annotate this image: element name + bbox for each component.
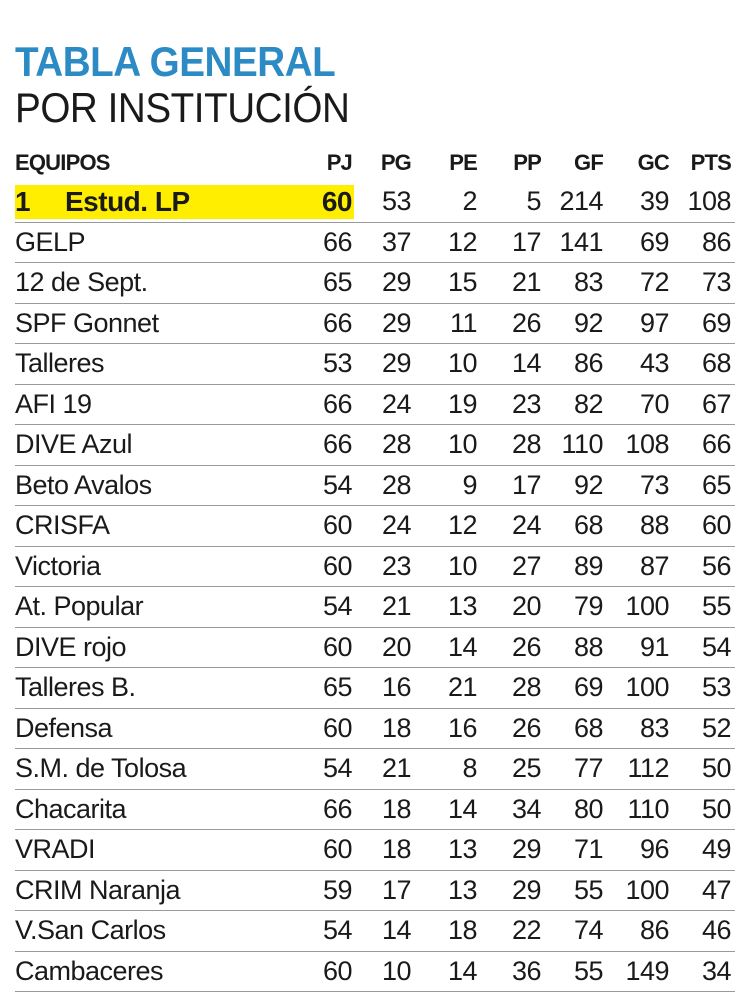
pp-cell: 29 — [511, 834, 541, 865]
table-row — [15, 263, 735, 304]
gc-cell: 86 — [639, 915, 669, 946]
header-pe: PE — [449, 150, 477, 175]
team-name-cell — [15, 547, 315, 587]
pp-cell: 21 — [511, 267, 541, 298]
team-name: Victoria — [15, 550, 101, 581]
pp-cell: 25 — [511, 753, 541, 784]
team-name-cell — [15, 911, 315, 951]
pj-cell: 60 — [322, 631, 352, 662]
pe-cell: 10 — [447, 550, 477, 581]
pj-cell: 53 — [322, 348, 352, 379]
pg-cell: 29 — [381, 348, 411, 379]
pts-cell: 69 — [701, 307, 731, 338]
table-row — [15, 506, 735, 547]
pp-cell: 34 — [511, 793, 541, 824]
gf-cell: 83 — [573, 267, 603, 298]
pe-cell: 13 — [447, 874, 477, 905]
table-row — [15, 830, 735, 871]
pe-cell: 12 — [447, 226, 477, 257]
table-row — [15, 466, 735, 507]
header-pts: PTS — [690, 150, 731, 175]
pe-cell: 10 — [447, 348, 477, 379]
pj-cell: 54 — [322, 591, 352, 622]
gf-cell: 55 — [573, 955, 603, 986]
gc-cell: 69 — [639, 226, 669, 257]
pg-cell: 20 — [381, 631, 411, 662]
team-name-cell — [15, 506, 315, 546]
pp-cell: 24 — [511, 510, 541, 541]
pj-cell: 66 — [322, 429, 352, 460]
gc-cell: 96 — [639, 834, 669, 865]
pts-cell: 67 — [701, 388, 731, 419]
page-title: TABLA GENERAL — [15, 38, 336, 85]
team-name: AFI 19 — [15, 388, 92, 419]
pp-cell: 23 — [511, 388, 541, 419]
team-name-cell — [15, 709, 315, 749]
team-name-cell — [15, 425, 315, 465]
pe-cell: 2 — [462, 186, 477, 217]
table-row — [15, 223, 735, 264]
pj-cell: 65 — [322, 267, 352, 298]
team-name: DIVE rojo — [15, 631, 127, 662]
pe-cell: 13 — [447, 591, 477, 622]
gc-cell: 100 — [625, 672, 669, 703]
pts-cell: 54 — [701, 631, 731, 662]
table-row — [15, 709, 735, 750]
pp-cell: 36 — [511, 955, 541, 986]
gf-cell: 86 — [573, 348, 603, 379]
pts-cell: 46 — [701, 915, 731, 946]
pe-cell: 16 — [447, 712, 477, 743]
team-name: Beto Avalos — [15, 469, 152, 500]
pp-cell: 28 — [511, 429, 541, 460]
pp-cell: 26 — [511, 631, 541, 662]
pp-cell: 26 — [511, 712, 541, 743]
team-name-cell — [15, 952, 315, 992]
pg-cell: 37 — [381, 226, 411, 257]
pg-cell: 24 — [381, 388, 411, 419]
pe-cell: 18 — [447, 915, 477, 946]
pp-cell: 14 — [511, 348, 541, 379]
table-row — [15, 790, 735, 831]
pj-cell: 66 — [322, 226, 352, 257]
pj-cell: 65 — [322, 672, 352, 703]
table-row — [15, 547, 735, 588]
pe-cell: 14 — [447, 955, 477, 986]
pts-cell: 68 — [701, 348, 731, 379]
pj-cell: 60 — [322, 550, 352, 581]
gf-cell: 88 — [573, 631, 603, 662]
pg-cell: 28 — [381, 469, 411, 500]
pg-cell: 14 — [381, 915, 411, 946]
pts-cell: 56 — [701, 550, 731, 581]
gc-cell: 83 — [639, 712, 669, 743]
pj-cell: 60 — [321, 185, 352, 217]
pp-cell: 17 — [511, 469, 541, 500]
pg-cell: 18 — [381, 834, 411, 865]
pe-cell: 14 — [447, 793, 477, 824]
pe-cell: 8 — [462, 753, 477, 784]
gf-cell: 82 — [573, 388, 603, 419]
team-name: Talleres — [15, 348, 105, 379]
pts-cell: 50 — [701, 753, 731, 784]
team-name: Estud. LP — [65, 185, 190, 217]
team-name-cell — [15, 466, 315, 506]
pts-cell: 65 — [701, 469, 731, 500]
pg-cell: 16 — [381, 672, 411, 703]
pj-cell: 59 — [322, 874, 352, 905]
pg-cell: 24 — [381, 510, 411, 541]
gf-cell: 92 — [573, 469, 603, 500]
pe-cell: 11 — [449, 307, 477, 338]
table-body — [15, 182, 735, 992]
pp-cell: 29 — [511, 874, 541, 905]
header-pp: PP — [513, 150, 541, 175]
gf-cell: 74 — [573, 915, 603, 946]
pe-cell: 13 — [447, 834, 477, 865]
header-gf: GF — [574, 150, 603, 175]
gf-cell: 214 — [559, 186, 603, 217]
team-name-cell — [15, 628, 315, 668]
pe-cell: 14 — [447, 631, 477, 662]
team-name: At. Popular — [15, 591, 144, 622]
pg-cell: 29 — [381, 307, 411, 338]
team-name: 12 de Sept. — [15, 267, 148, 298]
team-name-cell — [15, 344, 315, 384]
pg-cell: 21 — [381, 753, 411, 784]
team-name-cell — [15, 385, 315, 425]
pe-cell: 10 — [447, 429, 477, 460]
gc-cell: 88 — [639, 510, 669, 541]
pp-cell: 5 — [526, 186, 541, 217]
team-name: CRIM Naranja — [15, 874, 181, 905]
team-name: CRISFA — [15, 510, 110, 541]
pj-cell: 60 — [322, 712, 352, 743]
pj-cell: 66 — [322, 793, 352, 824]
pe-cell: 19 — [447, 388, 477, 419]
pts-cell: 50 — [701, 793, 731, 824]
pts-cell: 52 — [701, 712, 731, 743]
team-name-cell — [15, 182, 315, 222]
table-row — [15, 304, 735, 345]
team-name: Talleres B. — [15, 672, 136, 703]
pts-cell: 108 — [687, 186, 731, 217]
pp-cell: 17 — [511, 226, 541, 257]
standings-table — [15, 144, 735, 992]
team-name: S.M. de Tolosa — [15, 753, 187, 784]
pp-cell: 22 — [511, 915, 541, 946]
team-name: Defensa — [15, 712, 113, 743]
pts-cell: 53 — [701, 672, 731, 703]
team-name: V.San Carlos — [15, 915, 166, 946]
gc-cell: 39 — [639, 186, 669, 217]
team-name: SPF Gonnet — [15, 307, 159, 338]
gf-cell: 68 — [573, 510, 603, 541]
pg-cell: 10 — [381, 955, 411, 986]
gc-cell: 70 — [639, 388, 669, 419]
table-row — [15, 587, 735, 628]
gf-cell: 77 — [573, 753, 603, 784]
header-pj: PJ — [326, 150, 352, 175]
table-row — [15, 425, 735, 466]
pj-cell: 60 — [322, 834, 352, 865]
page-subtitle: POR INSTITUCIÓN — [15, 84, 350, 131]
gc-cell: 112 — [627, 753, 669, 784]
header-team: EQUIPOS — [15, 150, 110, 175]
team-name-cell — [15, 871, 315, 911]
pj-cell: 54 — [322, 469, 352, 500]
pts-cell: 34 — [701, 955, 731, 986]
team-name: DIVE Azul — [15, 429, 133, 460]
gf-cell: 69 — [573, 672, 603, 703]
table-row — [15, 911, 735, 952]
gc-cell: 100 — [625, 591, 669, 622]
gf-cell: 68 — [573, 712, 603, 743]
pp-cell: 26 — [511, 307, 541, 338]
pe-cell: 12 — [447, 510, 477, 541]
team-name-cell — [15, 223, 315, 263]
pg-cell: 18 — [381, 712, 411, 743]
table-row — [15, 952, 735, 993]
pp-cell: 27 — [511, 550, 541, 581]
gc-cell: 100 — [625, 874, 669, 905]
pts-cell: 60 — [701, 510, 731, 541]
table-row — [15, 385, 735, 426]
pp-cell: 20 — [511, 591, 541, 622]
pts-cell: 49 — [701, 834, 731, 865]
pts-cell: 47 — [701, 874, 731, 905]
title-block — [15, 38, 735, 130]
pg-cell: 29 — [381, 267, 411, 298]
table-header — [15, 144, 735, 182]
header-pg: PG — [380, 150, 411, 175]
pg-cell: 28 — [381, 429, 411, 460]
team-name: Chacarita — [15, 793, 127, 824]
pj-cell: 66 — [322, 388, 352, 419]
gf-cell: 80 — [573, 793, 603, 824]
team-name-cell — [15, 749, 315, 789]
table-row — [15, 668, 735, 709]
gf-cell: 92 — [573, 307, 603, 338]
team-name: VRADI — [15, 834, 96, 865]
gf-cell: 79 — [573, 591, 603, 622]
gf-cell: 55 — [573, 874, 603, 905]
gc-cell: 97 — [639, 307, 669, 338]
table-row-leader — [15, 182, 735, 223]
gc-cell: 43 — [639, 348, 669, 379]
pj-cell: 66 — [322, 307, 352, 338]
pts-cell: 55 — [701, 591, 731, 622]
pe-cell: 21 — [447, 672, 477, 703]
pg-cell: 23 — [381, 550, 411, 581]
pj-cell: 54 — [322, 753, 352, 784]
pg-cell: 17 — [381, 874, 411, 905]
gf-cell: 71 — [573, 834, 603, 865]
team-name: GELP — [15, 226, 86, 257]
pj-cell: 60 — [322, 955, 352, 986]
pp-cell: 28 — [511, 672, 541, 703]
team-name-cell — [15, 304, 315, 344]
table-row — [15, 749, 735, 790]
pj-cell: 54 — [322, 915, 352, 946]
pts-cell: 86 — [701, 226, 731, 257]
gc-cell: 87 — [639, 550, 669, 581]
pj-cell: 60 — [322, 510, 352, 541]
team-name: Cambaceres — [15, 955, 164, 986]
pe-cell: 15 — [447, 267, 477, 298]
pe-cell: 9 — [462, 469, 477, 500]
rank-number: 1 — [15, 185, 31, 217]
pts-cell: 73 — [701, 267, 731, 298]
gc-cell: 110 — [627, 793, 669, 824]
gc-cell: 72 — [639, 267, 669, 298]
pg-cell: 53 — [381, 186, 411, 217]
team-name-cell — [15, 668, 315, 708]
team-name-cell — [15, 790, 315, 830]
pts-cell: 66 — [701, 429, 731, 460]
team-name-cell — [15, 830, 315, 870]
pg-cell: 18 — [381, 793, 411, 824]
gf-cell: 141 — [559, 226, 603, 257]
header-gc: GC — [637, 150, 669, 175]
team-name-cell — [15, 587, 315, 627]
gc-cell: 108 — [625, 429, 669, 460]
table-row — [15, 628, 735, 669]
gf-cell: 110 — [561, 429, 603, 460]
gc-cell: 73 — [639, 469, 669, 500]
gc-cell: 91 — [639, 631, 669, 662]
table-row — [15, 871, 735, 912]
pg-cell: 21 — [381, 591, 411, 622]
table-row — [15, 344, 735, 385]
gf-cell: 89 — [573, 550, 603, 581]
team-name-cell — [15, 263, 315, 303]
gc-cell: 149 — [625, 955, 669, 986]
